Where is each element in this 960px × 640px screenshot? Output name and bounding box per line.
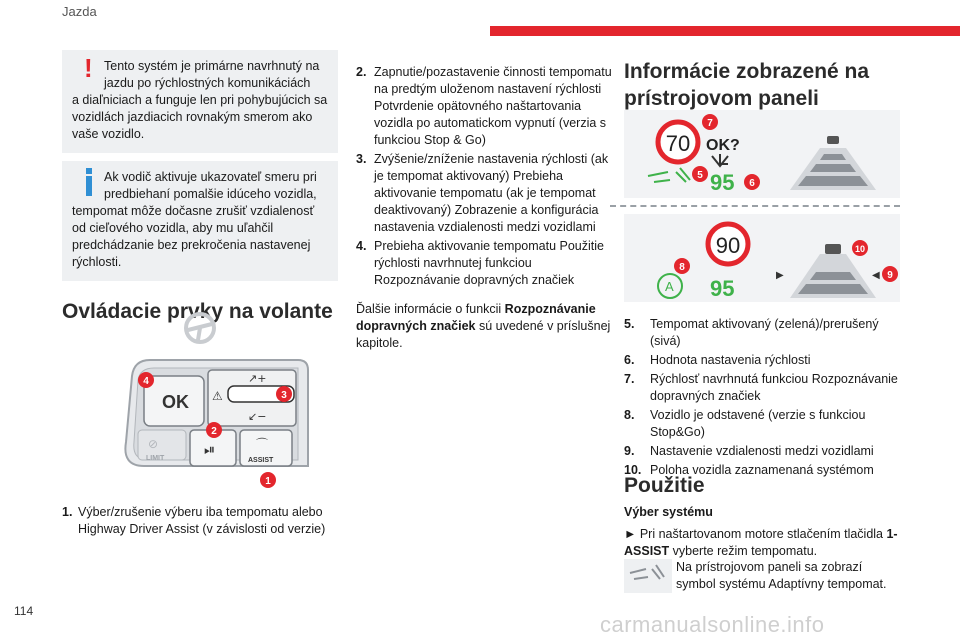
car-icon xyxy=(827,136,839,144)
callout-2 xyxy=(206,422,222,438)
arrow-right-icon: ▶ xyxy=(776,270,784,281)
adaptive-cruise-icon xyxy=(648,168,690,182)
list-item: 5. Tempomat aktivovaný (zelená)/prerušený (sivá) xyxy=(624,317,879,348)
instrument-panel-heading: Informácie zobrazené na prístrojovom paneli xyxy=(624,60,870,110)
arrow-left-icon: ◀ xyxy=(872,270,880,281)
list-item: 10. Poloha vozidla zaznamenaná systémom xyxy=(624,463,874,477)
info-note-rest: tempomat môže dočasne zrušiť vzdialenosť od cieľového vozidla, aby mu uľahčil predchádzanie bez prekročenia nastavenej rýchlosti. xyxy=(72,204,315,269)
steering-controls-heading: Ovládacie prvky na volante xyxy=(62,300,333,323)
limit-label: LIMIT xyxy=(146,455,165,462)
warning-note-lead: Tento systém je primárne navrhnutý na jazdu po rýchlostných komunikáciách xyxy=(104,59,320,90)
list-item: 2. Zapnutie/pozastavenie činnosti tempomatu na predtým uloženom nastavení rýchlosti Potvrdenie opätovného naštartovania vozidla po automatickom vypnutí (verzia s funkciou Stop & Go) xyxy=(356,65,612,147)
callout-4 xyxy=(138,372,154,388)
assist-label: ASSIST xyxy=(248,457,274,464)
callout-6 xyxy=(744,174,760,190)
svg-text:10: 10 xyxy=(854,244,866,254)
svg-text:70: 70 xyxy=(665,131,691,156)
speed-plus-icon: ↗+ xyxy=(248,372,267,385)
selection-step: ► Pri naštartovanom motore stlačením tlačidla 1-ASSIST vyberte režim tempomatu. xyxy=(624,527,898,558)
more-info-paragraph: Ďalšie informácie o funkcii Rozpoznávanie dopravných značiek sú uvedené v príslušnej kapitole. xyxy=(356,302,611,350)
svg-text:1: 1 xyxy=(265,476,271,487)
ok-label: OK xyxy=(162,392,189,412)
svg-text:3: 3 xyxy=(281,390,287,401)
symbol-note-text: Na prístrojovom paneli sa zobrazí symbol systému Adaptívny tempomat. xyxy=(676,560,887,591)
warning-note-rest: a diaľniciach a funguje len pri pohybujúcich sa vozidlách jazdiacich rovnakým smerom ako vaše vozidlo. xyxy=(72,93,328,141)
column-2 xyxy=(356,64,620,352)
steering-wheel-icon xyxy=(186,314,214,342)
adaptive-cruise-icon xyxy=(624,559,672,593)
svg-text:5: 5 xyxy=(697,170,703,181)
info-note-lead: Ak vodič aktivuje ukazovateľ smeru pri predbiehaní pomalšie idúceho vozidla, xyxy=(104,170,317,201)
list-item: 7. Rýchlosť navrhnutá funkciou Rozpoznávanie dopravných značiek xyxy=(624,372,898,403)
symbol-note xyxy=(624,559,904,593)
list-item: 4. Prebieha aktivovanie tempomatu Použitie rýchlosti navrhnutej funkciou Rozpoznávanie dopravných značiek xyxy=(356,239,604,287)
svg-text:6: 6 xyxy=(749,178,755,189)
column-3 xyxy=(624,58,904,112)
warning-icon: ! xyxy=(84,53,93,83)
warning-note xyxy=(62,50,338,153)
controls-list-1 xyxy=(62,504,338,540)
svg-text:9: 9 xyxy=(887,270,893,281)
assist-icon: ⌒ xyxy=(256,437,269,451)
road-distance-graphic xyxy=(790,136,876,190)
header-accent-bar xyxy=(490,26,960,36)
list-item: 3. Zvýšenie/zníženie nastavenia rýchlosti (ak je tempomat aktivovaný) Prebieha aktivovanie tempomatu (ak je tempomat deaktivovaný) Zobrazenie a konfigurácia nastavenia vzdialenosti medzi vozidlami xyxy=(356,152,609,234)
panel-divider xyxy=(610,205,900,207)
svg-text:4: 4 xyxy=(143,376,149,387)
system-selection-subheading: Výber systému xyxy=(624,505,713,519)
callout-7 xyxy=(702,114,718,130)
instrument-panel-display-2 xyxy=(624,214,900,302)
list-item: 1. Výber/zrušenie výberu iba tempomatu alebo Highway Driver Assist (v závislosti od verzie) xyxy=(62,505,326,536)
callout-5 xyxy=(692,166,708,182)
car-icon xyxy=(825,244,841,254)
list-item: 8. Vozidlo je odstavené (verzie s funkciou Stop&Go) xyxy=(624,408,866,439)
callout-10 xyxy=(852,240,868,256)
steering-controls-illustration xyxy=(62,310,338,490)
section-label: Jazda xyxy=(62,4,97,19)
svg-text:OK?: OK? xyxy=(706,137,740,154)
usage-heading: Použitie xyxy=(624,474,705,497)
instrument-panel-display-1 xyxy=(624,110,900,198)
info-icon xyxy=(86,168,92,196)
limit-icon: ⊘ xyxy=(148,437,159,451)
callout-9 xyxy=(882,266,898,282)
set-speed-value: 95 xyxy=(710,276,735,301)
speed-minus-icon: ↙− xyxy=(248,410,267,423)
list-item: 6. Hodnota nastavenia rýchlosti xyxy=(624,353,811,367)
callout-8 xyxy=(674,258,690,274)
set-speed-value: 95 xyxy=(710,170,735,195)
list-item: 9. Nastavenie vzdialenosti medzi vozidlami xyxy=(624,444,874,458)
svg-text:7: 7 xyxy=(707,118,713,129)
svg-text:8: 8 xyxy=(679,262,685,273)
watermark: carmanualsonline.info xyxy=(600,612,825,637)
svg-text:90: 90 xyxy=(715,233,741,258)
distance-icon: ⚠ xyxy=(212,389,223,403)
svg-text:2: 2 xyxy=(211,426,217,437)
pause-resume-icon: ⏯ xyxy=(204,442,216,458)
display-items-list xyxy=(624,316,904,481)
callout-1 xyxy=(260,472,276,488)
callout-3 xyxy=(276,386,292,402)
info-note xyxy=(62,161,338,281)
page-number: 114 xyxy=(14,604,34,618)
svg-text:A: A xyxy=(665,279,674,294)
column-1 xyxy=(62,50,338,325)
